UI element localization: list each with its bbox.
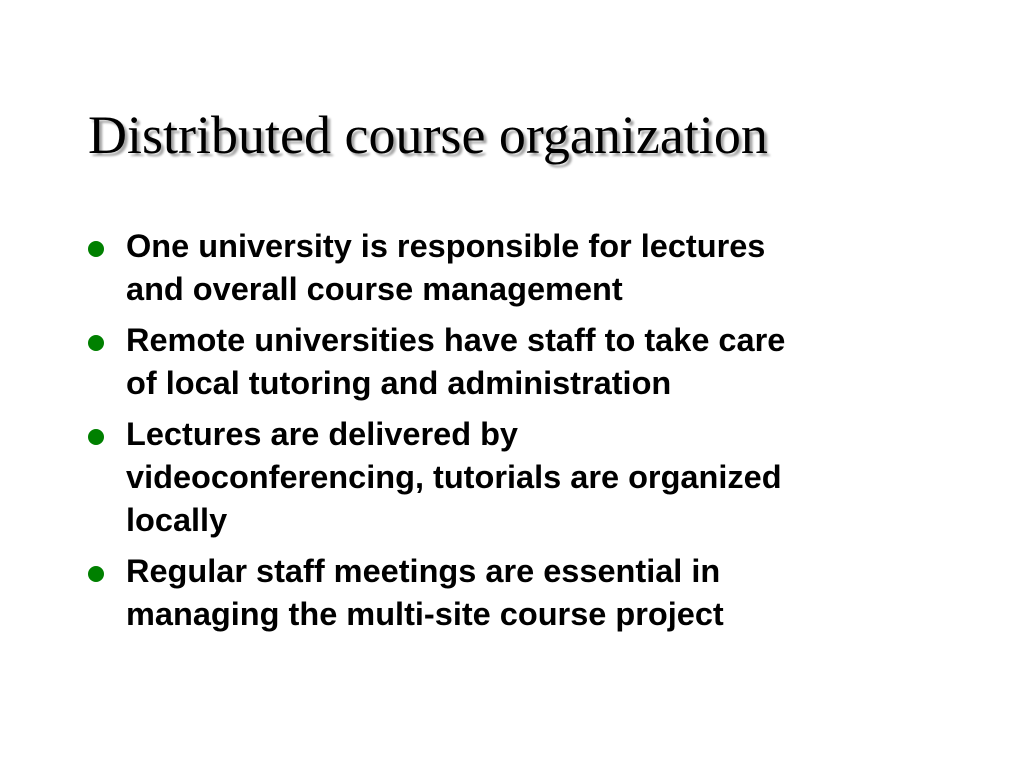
bullet-text	[126, 319, 785, 405]
bullet-line: One university is responsible for lectures	[126, 228, 766, 264]
bullet-text	[126, 225, 765, 311]
bullet-line: locally	[126, 502, 228, 538]
bullet-line: of local tutoring and administration	[126, 365, 672, 401]
bullet-list	[88, 225, 948, 644]
bullet-line: videoconferencing, tutorials are organized	[126, 459, 782, 495]
bullet-dot-icon	[88, 429, 104, 445]
bullet-text	[126, 550, 724, 636]
bullet-line: managing the multi-site course project	[126, 596, 724, 632]
bullet-dot-icon	[88, 241, 104, 257]
bullet-line: Regular staff meetings are essential in	[126, 553, 721, 589]
slide-title: Distributed course organization	[88, 105, 768, 165]
bullet-line: and overall course management	[126, 271, 623, 307]
bullet-line: Remote universities have staff to take care	[126, 322, 786, 358]
bullet-item	[88, 413, 948, 542]
bullet-dot-icon	[88, 335, 104, 351]
bullet-item	[88, 225, 948, 311]
bullet-text	[126, 413, 782, 542]
bullet-line: Lectures are delivered by	[126, 416, 518, 452]
bullet-dot-icon	[88, 566, 104, 582]
bullet-item	[88, 319, 948, 405]
bullet-item	[88, 550, 948, 636]
